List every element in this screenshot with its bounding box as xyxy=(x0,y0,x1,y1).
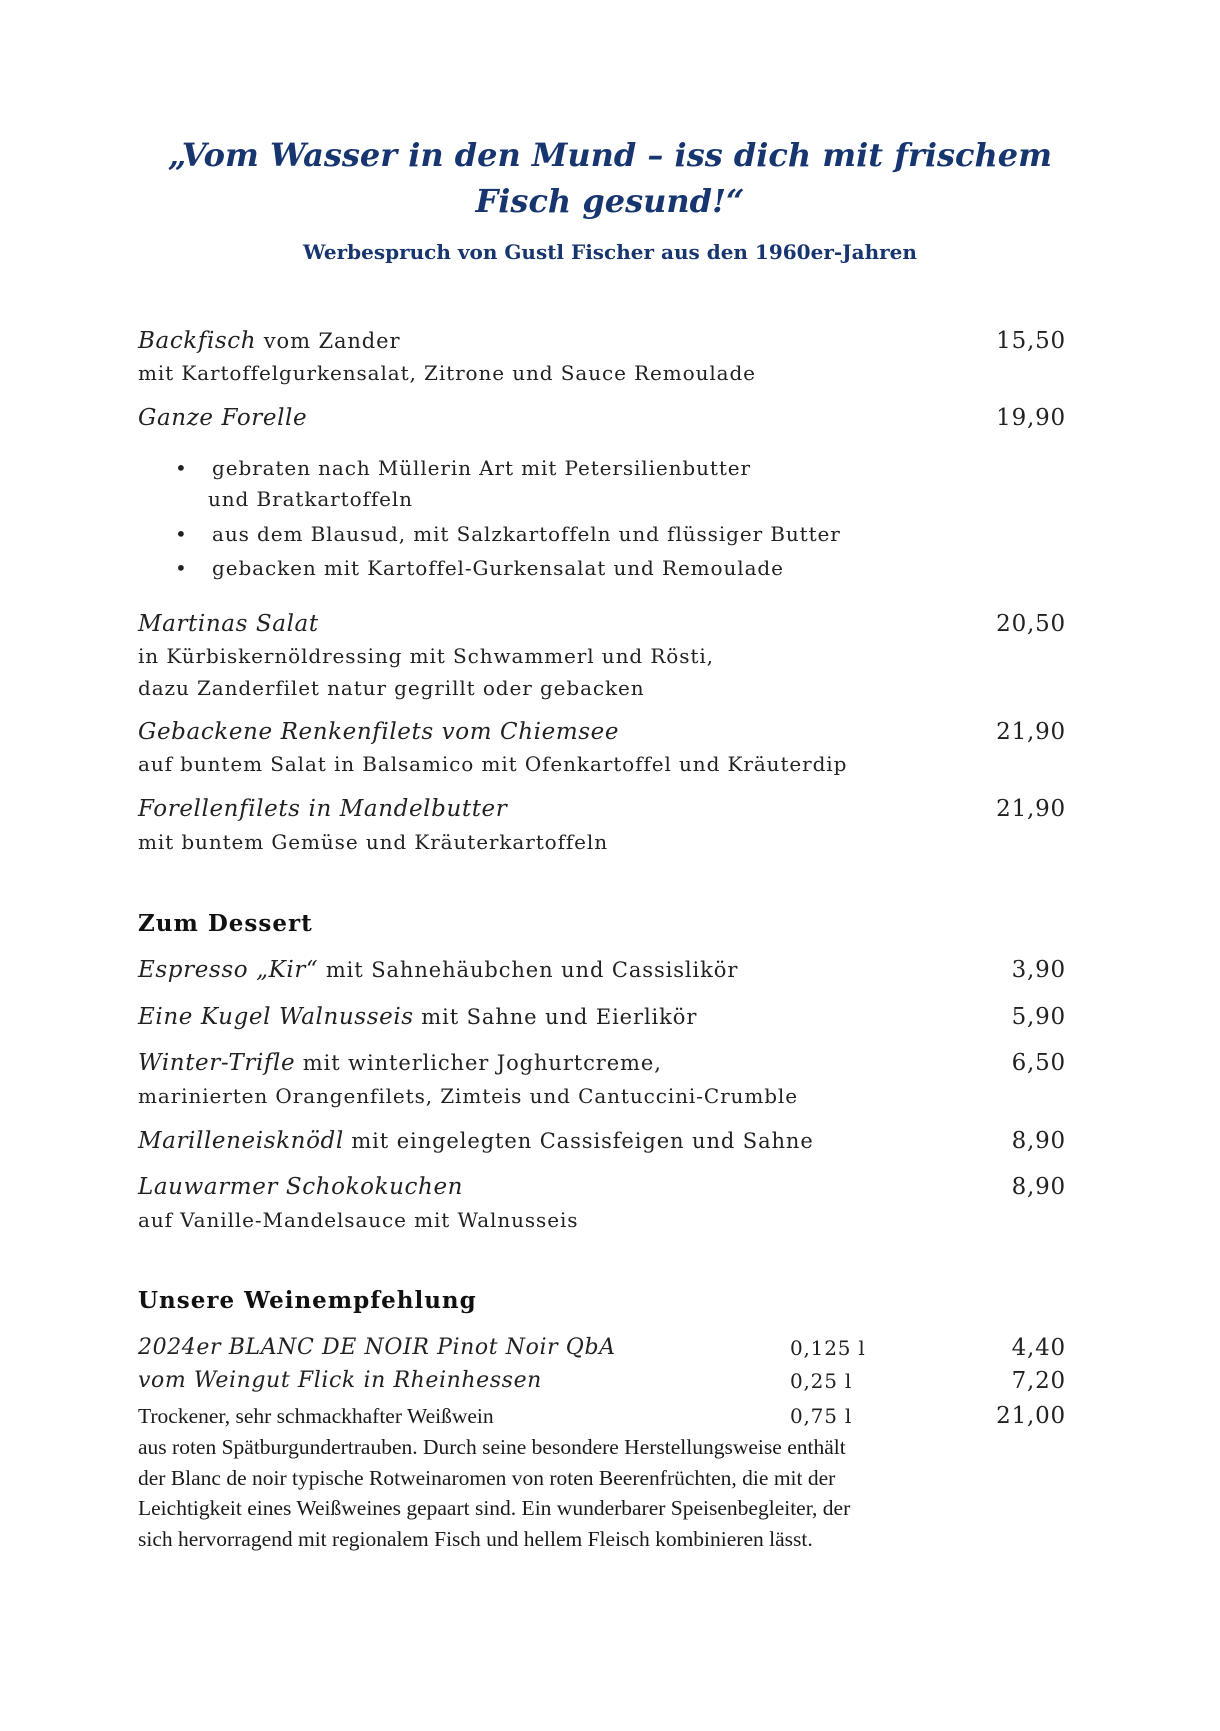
menu-item-price: 21,90 xyxy=(996,719,1066,745)
wine-description-line: sich hervorragend mit regionalem Fisch und hellem Fleisch kombinieren lässt. xyxy=(138,1526,813,1551)
menu-item-price: 21,90 xyxy=(996,796,1066,822)
motto-line-1: „Vom Wasser in den Mund – iss dich mit frischem xyxy=(168,136,1052,174)
option-text: gebacken mit Kartoffel-Gurkensalat und Remoulade xyxy=(212,556,784,580)
wine-tagline: Trockener, sehr schmackhafter Weißwein xyxy=(138,1404,494,1428)
motto-attribution: Werbespruch von Gustl Fischer aus den 1960er-Jahren xyxy=(303,240,917,264)
motto-quote xyxy=(100,132,1120,224)
wine-producer: vom Weingut Flick in Rheinhessen xyxy=(138,1368,542,1393)
menu-item-price: 19,90 xyxy=(996,405,1066,431)
wine-description-line: aus roten Spätburgundertrauben. Durch seine besondere Herstellungsweise enthält xyxy=(138,1435,846,1459)
wine-size: 0,75 l xyxy=(790,1404,853,1428)
bullet-icon: • xyxy=(175,556,187,580)
dessert-item-price: 5,90 xyxy=(1011,1004,1066,1030)
wine-description xyxy=(138,1432,1088,1554)
dessert-item-name: Lauwarmer Schokokuchen xyxy=(138,1174,464,1200)
menu-item-description: mit Kartoffelgurkensalat, Zitrone und Sauce Remoulade xyxy=(138,361,756,385)
dessert-item-price: 8,90 xyxy=(1011,1174,1066,1200)
dessert-item-name xyxy=(138,1126,814,1156)
menu-item-name-italic: Backfisch xyxy=(138,328,257,354)
menu-item-description: in Kürbiskernöldressing mit Schwammerl und Rösti, xyxy=(138,644,714,668)
wine-size: 0,125 l xyxy=(790,1336,866,1360)
wine-description-line: der Blanc de noir typische Rotweinaromen von roten Beerenfrüchten, die mit der xyxy=(138,1465,836,1490)
dessert-item-name xyxy=(138,1002,697,1032)
dessert-item-name-rest: mit Sahnehäubchen und Cassislikör xyxy=(318,958,739,982)
dessert-item-name xyxy=(138,955,738,985)
menu-item-name: Gebackene Renkenfilets vom Chiemsee xyxy=(138,719,620,745)
motto-line-2: Fisch gesund!“ xyxy=(475,182,745,220)
dessert-item-name-italic: Marilleneisknödl xyxy=(138,1128,344,1154)
option-text-continued: und Bratkartoffeln xyxy=(208,487,413,511)
wine-size: 0,25 l xyxy=(790,1369,853,1393)
menu-item-description: mit buntem Gemüse und Kräuterkartoffeln xyxy=(138,830,608,854)
menu-item-description: auf buntem Salat in Balsamico mit Ofenkartoffel und Kräuterdip xyxy=(138,752,848,776)
bullet-icon: • xyxy=(175,522,187,546)
menu-item-name: Ganze Forelle xyxy=(138,405,308,431)
wine-name: 2024er BLANC DE NOIR Pinot Noir QbA xyxy=(138,1335,616,1360)
menu-item-name xyxy=(138,326,400,356)
menu-item-name: Forellenfilets in Mandelbutter xyxy=(138,796,508,822)
dessert-item-price: 8,90 xyxy=(1011,1128,1066,1154)
dessert-item-name-italic: Eine Kugel Walnusseis xyxy=(138,1004,414,1030)
dessert-item-name-rest: mit winterlicher Joghurtcreme, xyxy=(295,1051,662,1075)
dessert-item-price: 6,50 xyxy=(1011,1050,1066,1076)
dessert-item-name-rest: mit eingelegten Cassisfeigen und Sahne xyxy=(343,1129,814,1153)
menu-item-description: dazu Zanderfilet natur gegrillt oder gebacken xyxy=(138,676,645,700)
wine-price: 21,00 xyxy=(996,1403,1066,1429)
dessert-item-price: 3,90 xyxy=(1011,957,1066,983)
dessert-item-name xyxy=(138,1048,662,1078)
menu-item-price: 20,50 xyxy=(996,611,1066,637)
menu-item-name: Martinas Salat xyxy=(138,611,319,637)
bullet-icon: • xyxy=(175,456,187,480)
section-heading-wine: Unsere Weinempfehlung xyxy=(138,1287,477,1314)
dessert-item-name-rest: mit Sahne und Eierlikör xyxy=(413,1005,698,1029)
option-text: gebraten nach Müllerin Art mit Petersilienbutter xyxy=(212,456,751,480)
dessert-item-description: auf Vanille-Mandelsauce mit Walnusseis xyxy=(138,1208,579,1232)
menu-item-price: 15,50 xyxy=(996,328,1066,354)
section-heading-dessert: Zum Dessert xyxy=(138,910,313,937)
dessert-item-name-italic: Espresso „Kir“ xyxy=(138,957,319,983)
dessert-item-name-italic: Winter-Trifle xyxy=(138,1050,296,1076)
wine-description-line: Leichtigkeit eines Weißweines gepaart sind. Ein wunderbarer Speisenbegleiter, der xyxy=(138,1496,851,1520)
wine-price: 4,40 xyxy=(1011,1335,1066,1361)
wine-price: 7,20 xyxy=(1011,1368,1066,1394)
option-text: aus dem Blausud, mit Salzkartoffeln und flüssiger Butter xyxy=(212,522,841,546)
menu-item-name-rest: vom Zander xyxy=(256,329,401,353)
dessert-item-description: marinierten Orangenfilets, Zimteis und Cantuccini-Crumble xyxy=(138,1084,798,1108)
